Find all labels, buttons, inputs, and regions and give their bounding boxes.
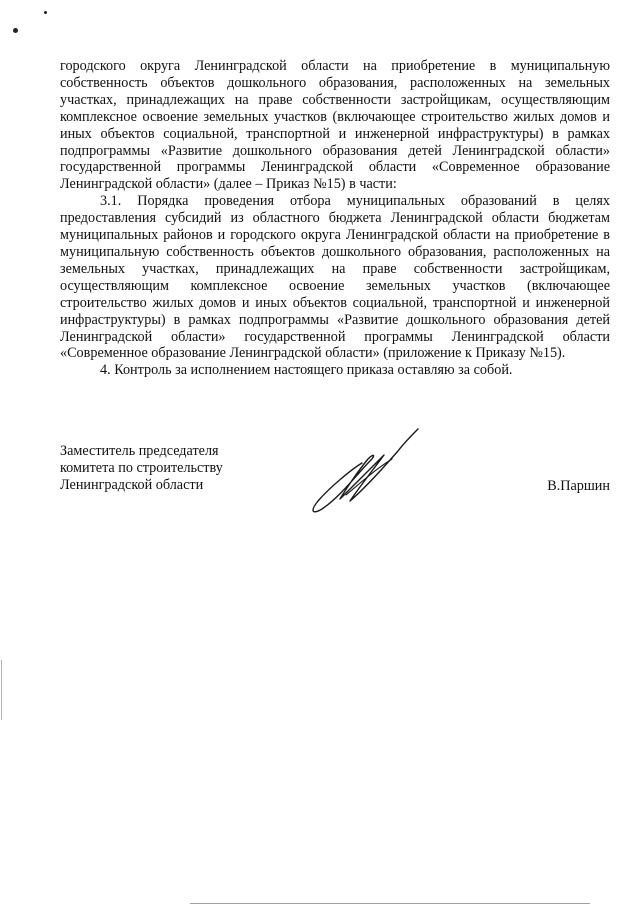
signatory-name: В.Паршин [547,478,610,494]
signatory-title-line: Заместитель председателя [60,443,219,459]
paragraph-continuation: городского округа Ленинградской области на приобретение в муниципальную собственность объектов дошкольного образования, расположенных на земельных участках, принадлежащих на праве собственности застройщикам, осуществляющим комплексное освоение земельных участков (включающее строительство жилых домов и иных объектов социальной, транспортной и инженерной инфраструктуры) в рамках подпрограммы «Развитие дошкольного образования детей Ленинградской области» государственной программы Ленинградской области «Современное образование Ленинградской области» (далее – Приказ №15) в части: [60,58,610,193]
handwritten-signature [300,425,430,520]
item-4: 4. Контроль за исполнением настоящего приказа оставляю за собой. [100,362,513,379]
scan-edge-mark [190,903,590,904]
scan-speck [44,11,47,14]
item-3-1: 3.1. Порядка проведения отбора муниципальных образований в целях предоставления субсидий из областного бюджета Ленинградской области бюджетам муниципальных районов и городского округа Ленинградской области на приобретение в муниципальную собственность объектов дошкольного образования, расположенных на земельных участках, принадлежащих на праве собственности застройщикам, осуществляющим комплексное освоение земельных участков (включающее строительство жилых домов и иных объектов социальной, транспортной и инженерной инфраструктуры) в рамках подпрограммы «Развитие дошкольного образования детей Ленинградской области» государственной программы Ленинградской области «Современное образование Ленинградской области» (приложение к Приказу №15). [60,193,610,362]
scan-speck [13,28,18,33]
signatory-title [60,443,260,494]
signatory-title-line: Ленинградской области [60,477,204,493]
scan-edge-mark [1,660,2,720]
signatory-title-line: комитета по строительству [60,460,223,476]
document-body [60,58,610,379]
